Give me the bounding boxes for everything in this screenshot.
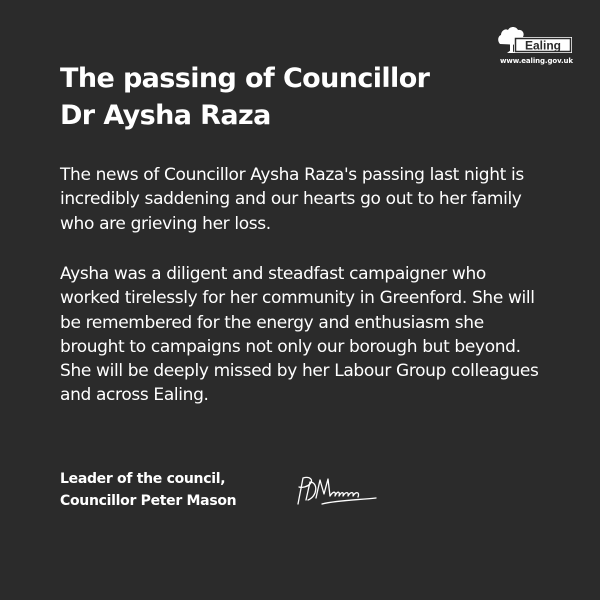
tribute-paragraph-1: The news of Councillor Aysha Raza's passing last night is incredibly saddening and our hearts go out to her family who are grieving her loss. xyxy=(60,165,524,234)
ealing-tree-logo-icon xyxy=(497,24,573,56)
title-line-2: Dr Aysha Raza xyxy=(60,100,271,131)
signoff-name: Councillor Peter Mason xyxy=(60,493,237,509)
logo-wordmark: Ealing xyxy=(524,38,562,53)
tribute-paragraph-2: Aysha was a diligent and steadfast campaigner who worked tirelessly for her community in Greenford. She will be remembered for the energy and enthusiasm she brought to campaigns not only our borough but beyond. She will be deeply missed by her Labour Group colleagues and across Ealing. xyxy=(60,264,539,406)
signoff-role: Leader of the council, xyxy=(60,471,226,487)
page-title xyxy=(60,60,480,134)
handwritten-signature-icon xyxy=(288,470,383,510)
title-line-1: The passing of Councillor xyxy=(60,63,430,94)
council-website-url: www.ealing.gov.uk xyxy=(500,57,573,65)
signoff-block xyxy=(60,468,290,512)
ealing-council-logo xyxy=(497,24,573,68)
